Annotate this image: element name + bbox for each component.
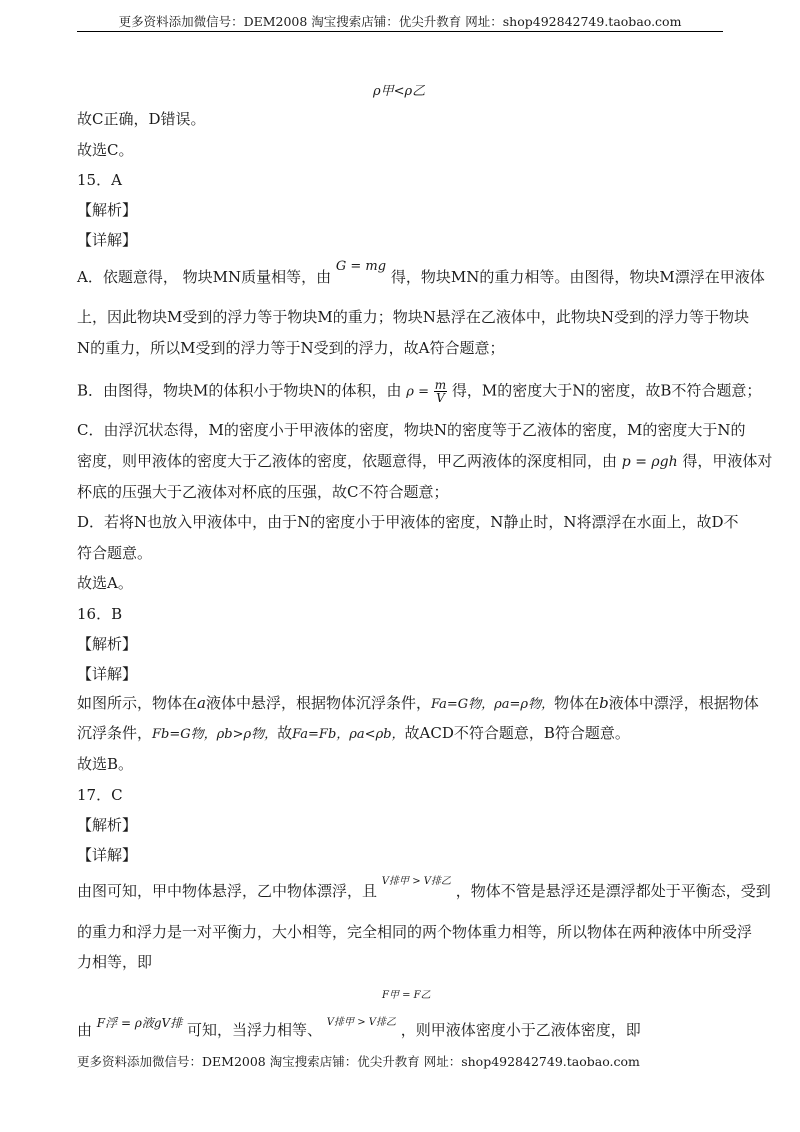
- text-line: C．由浮沉状态得，M的密度小于甲液体的密度，物块N的密度等于乙液体的密度，M的密度大于N的: [77, 421, 746, 439]
- text-line: N的重力，所以M受到的浮力等于N受到的浮力，故A符合题意；: [77, 339, 505, 357]
- text-span: 故: [277, 724, 293, 742]
- section-label-analysis: 【解析】: [77, 635, 138, 653]
- inline-formula: F浮 = ρ液gV排: [96, 1016, 183, 1030]
- section-label-detail: 【详解】: [77, 231, 138, 249]
- text-span: 可知，当浮力相等、: [187, 1021, 323, 1039]
- text-line: [77, 379, 761, 404]
- text-span: 故ACD不符合题意，B符合题意。: [404, 724, 630, 742]
- question-number: 17．C: [77, 786, 123, 804]
- section-label-analysis: 【解析】: [77, 816, 138, 834]
- text-span: 物体在: [554, 694, 600, 712]
- center-formula: F甲 = F乙: [382, 990, 431, 1001]
- text-line: 的重力和浮力是一对平衡力，大小相等，完全相同的两个物体重力相等，所以物体在两种液体中所受浮: [77, 923, 753, 941]
- inline-formula: V排甲 > V排乙: [326, 1017, 396, 1028]
- text-span: 沉浮条件，: [77, 724, 153, 742]
- fraction: [434, 379, 447, 404]
- text-span: 得，物块MN的重力相等。由图得，物块M漂浮在甲液体: [390, 268, 765, 286]
- text-line: [77, 693, 759, 715]
- text-line: 故选A。: [77, 574, 133, 592]
- text-line: [77, 1016, 641, 1043]
- section-label-detail: 【详解】: [77, 665, 138, 683]
- fraction-denominator: V: [436, 391, 445, 405]
- text-line: 杯底的压强大于乙液体对杯底的压强，故C不符合题意；: [77, 483, 449, 501]
- text-span: 由: [77, 1021, 93, 1039]
- text-span: 得，M的密度大于N的密度，故B不符合题意；: [451, 381, 762, 400]
- text-span: ，则甲液体密度小于乙液体密度，即: [400, 1021, 641, 1039]
- variable: b: [599, 694, 609, 712]
- formula-rho: ρ =: [406, 384, 429, 400]
- text-span: A．依题意得， 物块MN质量相等，由: [77, 268, 332, 286]
- text-line: [77, 451, 772, 472]
- inline-formula: Fa=Fb，ρa<ρb，: [292, 727, 405, 742]
- text-line: 故选B。: [77, 755, 134, 773]
- text-span: 密度，则甲液体的密度大于乙液体的密度，依题意得，甲乙两液体的深度相同，由: [77, 452, 618, 470]
- text-span: ，物体不管是悬浮还是漂浮都处于平衡态，受到: [455, 882, 771, 900]
- text-span: 液体中悬浮，根据物体沉浮条件，: [205, 694, 431, 712]
- text-span: 液体中漂浮，根据物体: [608, 694, 759, 712]
- text-line: [77, 876, 771, 904]
- text-line: 符合题意。: [77, 544, 153, 562]
- inline-formula: G = mg: [335, 259, 387, 274]
- text-span: 由图可知，甲中物体悬浮，乙中物体漂浮，且: [77, 882, 378, 900]
- text-line: 上，因此物块M受到的浮力等于物块M的重力；物块N悬浮在乙液体中，此物块N受到的浮力等于物块: [77, 308, 749, 326]
- text-line: 故C正确，D错误。: [77, 110, 206, 128]
- header-divider: [77, 31, 723, 32]
- inline-formula: Fa=G物，ρa=ρ物，: [430, 697, 555, 712]
- question-number: 15．A: [77, 171, 122, 189]
- section-label-detail: 【详解】: [77, 846, 138, 864]
- text-line: [77, 259, 765, 289]
- variable: a: [197, 694, 206, 712]
- page-header: 更多资料添加微信号：DEM2008 淘宝搜索店铺：优尖升教育 网址：shop492842749.taobao.com: [118, 14, 682, 29]
- page-footer: 更多资料添加微信号：DEM2008 淘宝搜索店铺：优尖升教育 网址：shop492842749.taobao.com: [77, 1054, 640, 1069]
- text-line: 力相等，即: [77, 953, 153, 971]
- text-line: 故选C。: [77, 141, 134, 159]
- question-number: 16．B: [77, 605, 123, 623]
- text-span: B．由图得，物块M的体积小于物块N的体积，由: [77, 381, 402, 400]
- text-line: [77, 723, 630, 745]
- text-span: 如图所示，物体在: [77, 694, 198, 712]
- top-formula: ρ甲<ρ乙: [373, 84, 426, 99]
- text-span: 得，甲液体对: [682, 452, 773, 470]
- inline-formula: p = ρgh: [621, 454, 678, 470]
- fraction-numerator: m: [434, 378, 447, 392]
- section-label-analysis: 【解析】: [77, 201, 138, 219]
- inline-formula: V排甲 > V排乙: [381, 876, 451, 887]
- text-line: D．若将N也放入甲液体中，由于N的密度小于甲液体的密度，N静止时，N将漂浮在水面上，故D不: [77, 513, 739, 531]
- inline-formula: Fb=G物，ρb>ρ物，: [152, 727, 278, 742]
